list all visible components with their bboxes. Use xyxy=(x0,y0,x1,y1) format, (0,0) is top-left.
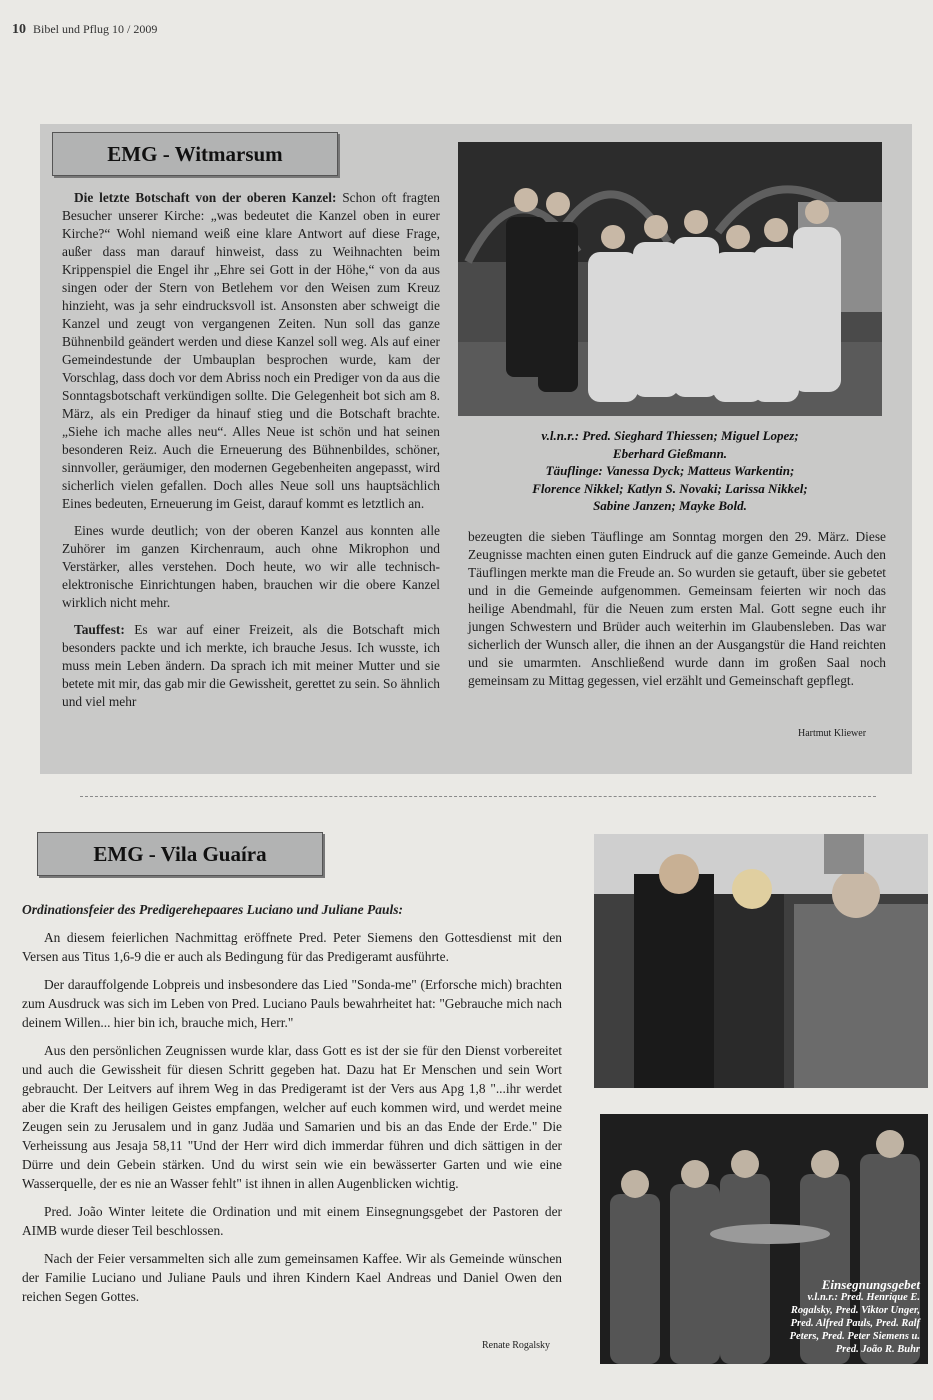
ordination-photo xyxy=(594,834,928,1088)
ordination-photo-illustration xyxy=(594,834,928,1088)
paragraph-lead: Tauffest: xyxy=(74,622,125,637)
caption-line: Florence Nikkel; Katlyn S. Novaki; Larissa Nikkel; xyxy=(532,480,808,496)
left-column xyxy=(62,189,440,720)
paragraph-kanzel xyxy=(62,189,440,513)
baptism-photo-illustration xyxy=(458,142,882,416)
article-subtitle: Ordinationsfeier des Predigerehepaares Luciano und Juliane Pauls: xyxy=(22,902,404,917)
article-body xyxy=(22,928,562,1315)
caption-line: Pred. Alfred Pauls, Pred. Ralf xyxy=(790,1318,920,1329)
page-number: 10 xyxy=(12,22,26,37)
right-column xyxy=(468,528,886,699)
caption-line: Peters, Pred. Peter Siemens u. xyxy=(789,1331,920,1342)
paragraph: Der darauffolgende Lobpreis und insbesondere das Lied "Sonda-me" (Erforsche mich) brachten zum Ausdruck was sich im Leben von Pred. Luciano Pauls bewahrheitet hat: "Gebrauche mich nach deinem Willen... hier bin ich, brauche mich, Herr." xyxy=(22,977,562,1030)
caption-line: Rogalsky, Pred. Viktor Unger, xyxy=(790,1305,920,1316)
caption-title: Einsegnungsgebet xyxy=(821,1277,920,1292)
issue-number: 10 / 2009 xyxy=(112,22,158,36)
baptism-photo xyxy=(458,142,882,416)
section-title: EMG - Vila Guaíra xyxy=(37,832,323,876)
paragraph-text: Eines wurde deutlich; von der oberen Kanzel aus konnten alle Zuhörer im ganzen Kirchenraum, auch ohne Mikrophon und Verstärker, alles verstehen. Doch heute, wo wir alle technisch- elektronische Einrichtungen haben, brauchen wir die obere Kanzel wirklich nicht mehr. xyxy=(62,523,440,610)
publication-name: Bibel und Pflug xyxy=(33,22,110,36)
paragraph: Pred. João Winter leitete die Ordination und mit einem Einsegnungsgebet der Pastoren der AIMB wurde dieser Teil beschlossen. xyxy=(22,1204,562,1238)
caption-line: v.l.n.r.: Pred. Henrique E. xyxy=(807,1292,920,1303)
paragraph-text: Es war auf einer Freizeit, als die Botschaft mich besonders packte und ich merkte, ich brauche Jesus. Ich wusste, ich muss mein Leben ändern. Da sprach ich mit meiner Mutter und sie betete mit mir, das gab mir die Gewissheit, gerettet zu sein. So ähnlich und viel mehr xyxy=(62,622,440,709)
paragraph: Nach der Feier versammelten sich alle zum gemeinsamen Kaffee. Wir als Gemeinde wünschen der Familie Luciano und Juliane Pauls und ihren Kindern Kael Andreas und Daniel Owen den reichen Segen Gottes. xyxy=(22,1251,562,1304)
baptism-photo-caption xyxy=(458,427,882,515)
author-credit: Renate Rogalsky xyxy=(482,1340,551,1351)
caption-line: Sabine Janzen; Mayke Bold. xyxy=(593,498,747,513)
paragraph-text: Schon oft fragten Besucher unserer Kirche: „was bedeutet die Kanzel oben in eurer Kirche?“ Wohl niemand weiß eine klare Antwort auf diese Frage, außer dass man darauf hinweist, dass zu Weihnachten beim Krippenspiel die Engel ihr „Ehre sei Gott in der Höhe,“ von da aus singen oder der Stern von Betlehem vor den Weisen zum Kreuz hinzieht, was ja sehr eindrucksvoll ist. Ansonsten aber schweigt die Kanzel und zeugt von vergangenen Zeiten. Nun soll das ganze Bühnenbild geändert werden und diese Kanzel soll weg. Als auf einer Gemeindestunde der Umbauplan besprochen wurde, kam der Vorschlag, dass doch vor dem Abriss noch ein Prediger von da aus die Sonntagsbotschaft verkündigen sollte. Die Gelegenheit bot sich am 8. März, als ein Prediger da hinauf stieg und die Botschaft brachte. „Siehe ich mache alles neu“. Alles Neue ist schön und hat seinen besonderen Reiz. Auch die Erneuerung des Bühnenbildes, schöner, sinnvoller, geräumiger, den modernen Gegebenheiten angepasst, wird sicherlich vielen gefallen. Doch alles Neue soll uns hauptsächlich Eines bedeuten, Erneuerung im Geist, darauf kommt es letztlich an. xyxy=(62,190,440,511)
running-header xyxy=(12,22,157,38)
blessing-prayer-photo xyxy=(600,1114,928,1364)
caption-line: v.l.n.r.: Pred. Sieghard Thiessen; Miguel Lopez; xyxy=(541,428,799,443)
paragraph-lead: Die letzte Botschaft von der oberen Kanzel: xyxy=(74,190,337,205)
section-title: EMG - Witmarsum xyxy=(52,132,338,176)
caption-line: Eberhard Gießmann. xyxy=(612,445,728,461)
paragraph-zeugnisse: bezeugten die sieben Täuflinge am Sonntag morgen den 29. März. Diese Zeugnisse machten einen guten Eindruck auf die ganze Gemeinde. Auch den Täuflingen merkte man die Freude an. So wurden sie getauft, über sie gebetet und in die Gemeinde aufgenommen. Gemeinsam feierten wir noch das heilige Abendmahl, für die Neuen zum ersten Mal. Gott segne euch ihr jungen Schwestern und Brüder auch weiterhin im Glaubensleben. Das war sicherlich der Wunsch aller, die ihnen an der Ausgangstür die Hand reichten und sie umarmten. Anschließend wurde dann im großen Saal noch gemeinsam zu Mittag gegessen, viel erzählt und Gemeinschaft gepflegt. xyxy=(468,529,886,688)
author-credit: Hartmut Kliewer xyxy=(798,728,867,739)
paragraph: An diesem feierlichen Nachmittag eröffnete Pred. Peter Siemens den Gottesdienst mit den Versen aus Titus 1,6-9 die er auch als Bedingung für das Predigeramt ausführte. xyxy=(22,930,562,964)
caption-line: Täuflinge: Vanessa Dyck; Matteus Warkentin; xyxy=(545,463,795,478)
section-witmarsum xyxy=(40,124,912,774)
paragraph-deutlich xyxy=(62,522,440,612)
paragraph: Aus den persönlichen Zeugnissen wurde klar, dass Gott es ist der sie für den Dienst vorbereitet und auch die Gewissheit für diesen Schritt gegeben hat. Dazu hat Er Menschen und sein Wort gebraucht. Der Leitvers auf ihrem Weg in das Predigeramt ist der Vers aus Apg 1,8 "...ihr werdet aber die Kraft des heiligen Geistes empfangen, welcher auf euch kommen wird, und werdet meine Zeugen sein zu Jerusalem und in ganz Judäa und Samarien und bis an das Ende der Erde." Die Verheissung aus Jesaja 58,11 "Und der Herr wird dich immerdar führen und dich sättigen in der Dürre und dein Gebein stärken. Und du wirst sein wie ein bewässerter Garten und wie eine Wasserquelle, der es nie an Wasser fehlt" ist ihnen in allen Augenblicken wichtig. xyxy=(22,1043,562,1191)
paragraph-tauffest xyxy=(62,621,440,711)
section-divider xyxy=(80,796,876,797)
caption-line: Pred. João R. Buhr xyxy=(835,1344,920,1355)
blessing-photo-caption xyxy=(790,1278,920,1356)
